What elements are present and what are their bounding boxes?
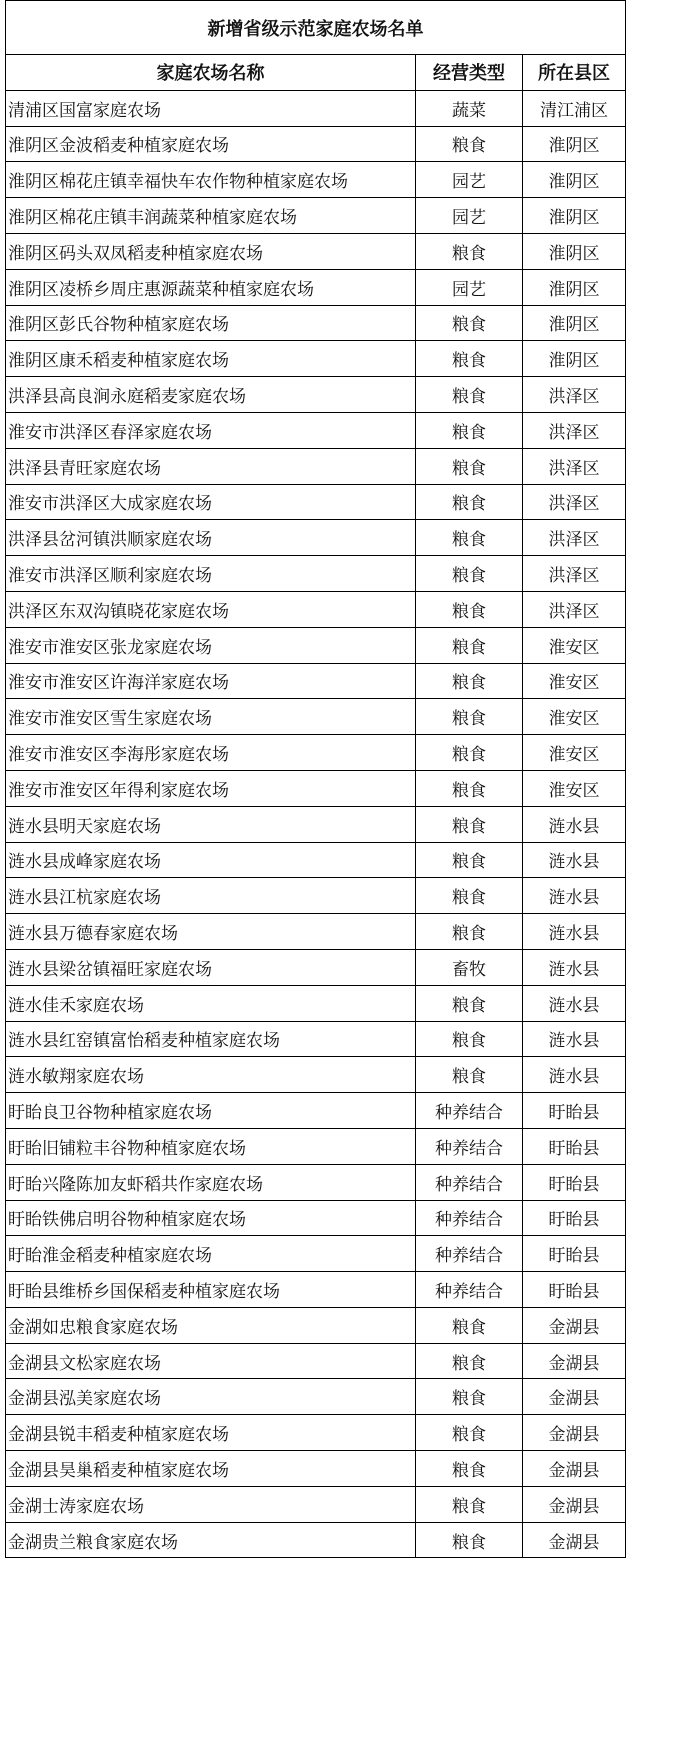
business-type-cell: 粮食 bbox=[416, 1486, 523, 1522]
business-type-cell: 粮食 bbox=[416, 699, 523, 735]
farm-name-cell: 洪泽区东双沟镇晓花家庭农场 bbox=[6, 591, 416, 627]
county-cell: 金湖县 bbox=[523, 1451, 626, 1487]
table-row bbox=[6, 1057, 626, 1093]
farm-name-cell: 洪泽县岔河镇洪顺家庭农场 bbox=[6, 520, 416, 556]
farm-name-cell: 涟水县万德春家庭农场 bbox=[6, 914, 416, 950]
table-header-row bbox=[6, 55, 626, 91]
farm-name-cell: 盱眙旧铺粒丰谷物种植家庭农场 bbox=[6, 1128, 416, 1164]
business-type-cell: 粮食 bbox=[416, 377, 523, 413]
table-row bbox=[6, 233, 626, 269]
farm-name-cell: 金湖县昊巢稻麦种植家庭农场 bbox=[6, 1451, 416, 1487]
farm-name-cell: 清浦区国富家庭农场 bbox=[6, 90, 416, 126]
business-type-cell: 粮食 bbox=[416, 1451, 523, 1487]
business-type-cell: 粮食 bbox=[416, 627, 523, 663]
farm-name-cell: 涟水县成峰家庭农场 bbox=[6, 842, 416, 878]
farm-name-cell: 盱眙兴隆陈加友虾稻共作家庭农场 bbox=[6, 1164, 416, 1200]
county-cell: 淮阴区 bbox=[523, 341, 626, 377]
farm-name-cell: 盱眙良卫谷物种植家庭农场 bbox=[6, 1093, 416, 1129]
business-type-cell: 粮食 bbox=[416, 1057, 523, 1093]
table-row bbox=[6, 985, 626, 1021]
header-county: 所在县区 bbox=[523, 55, 626, 91]
county-cell: 盱眙县 bbox=[523, 1128, 626, 1164]
farm-name-cell: 淮安市洪泽区大成家庭农场 bbox=[6, 484, 416, 520]
county-cell: 洪泽区 bbox=[523, 520, 626, 556]
farm-name-cell: 淮安市淮安区张龙家庭农场 bbox=[6, 627, 416, 663]
table-row bbox=[6, 949, 626, 985]
county-cell: 金湖县 bbox=[523, 1379, 626, 1415]
table-row bbox=[6, 1379, 626, 1415]
farm-name-cell: 淮阴区凌桥乡周庄惠源蔬菜种植家庭农场 bbox=[6, 269, 416, 305]
farm-name-cell: 金湖县文松家庭农场 bbox=[6, 1343, 416, 1379]
table-row bbox=[6, 556, 626, 592]
table-row bbox=[6, 1415, 626, 1451]
county-cell: 涟水县 bbox=[523, 914, 626, 950]
table-row bbox=[6, 305, 626, 341]
table-row bbox=[6, 520, 626, 556]
business-type-cell: 粮食 bbox=[416, 878, 523, 914]
farm-name-cell: 涟水县江杭家庭农场 bbox=[6, 878, 416, 914]
county-cell: 涟水县 bbox=[523, 1021, 626, 1057]
county-cell: 涟水县 bbox=[523, 806, 626, 842]
table-row bbox=[6, 90, 626, 126]
business-type-cell: 粮食 bbox=[416, 1307, 523, 1343]
farm-name-cell: 盱眙淮金稻麦种植家庭农场 bbox=[6, 1236, 416, 1272]
county-cell: 淮阴区 bbox=[523, 198, 626, 234]
table-row bbox=[6, 412, 626, 448]
farm-name-cell: 淮安市洪泽区春泽家庭农场 bbox=[6, 412, 416, 448]
county-cell: 盱眙县 bbox=[523, 1200, 626, 1236]
county-cell: 盱眙县 bbox=[523, 1272, 626, 1308]
farm-name-cell: 淮安市洪泽区顺利家庭农场 bbox=[6, 556, 416, 592]
table-row bbox=[6, 735, 626, 771]
county-cell: 金湖县 bbox=[523, 1486, 626, 1522]
farm-name-cell: 淮阴区棉花庄镇丰润蔬菜种植家庭农场 bbox=[6, 198, 416, 234]
county-cell: 金湖县 bbox=[523, 1415, 626, 1451]
farm-name-cell: 金湖贵兰粮食家庭农场 bbox=[6, 1522, 416, 1558]
county-cell: 盱眙县 bbox=[523, 1093, 626, 1129]
table-row bbox=[6, 1021, 626, 1057]
business-type-cell: 粮食 bbox=[416, 556, 523, 592]
business-type-cell: 粮食 bbox=[416, 1415, 523, 1451]
business-type-cell: 种养结合 bbox=[416, 1236, 523, 1272]
business-type-cell: 蔬菜 bbox=[416, 90, 523, 126]
business-type-cell: 园艺 bbox=[416, 162, 523, 198]
business-type-cell: 粮食 bbox=[416, 484, 523, 520]
business-type-cell: 粮食 bbox=[416, 985, 523, 1021]
county-cell: 淮阴区 bbox=[523, 305, 626, 341]
table-row bbox=[6, 341, 626, 377]
table-row bbox=[6, 269, 626, 305]
table-row bbox=[6, 591, 626, 627]
county-cell: 洪泽区 bbox=[523, 377, 626, 413]
business-type-cell: 种养结合 bbox=[416, 1093, 523, 1129]
business-type-cell: 畜牧 bbox=[416, 949, 523, 985]
business-type-cell: 粮食 bbox=[416, 341, 523, 377]
county-cell: 涟水县 bbox=[523, 878, 626, 914]
farm-name-cell: 淮安市淮安区许海洋家庭农场 bbox=[6, 663, 416, 699]
business-type-cell: 种养结合 bbox=[416, 1164, 523, 1200]
farm-name-cell: 洪泽县高良涧永庭稻麦家庭农场 bbox=[6, 377, 416, 413]
table-row bbox=[6, 198, 626, 234]
county-cell: 淮安区 bbox=[523, 735, 626, 771]
business-type-cell: 粮食 bbox=[416, 233, 523, 269]
table-row bbox=[6, 377, 626, 413]
business-type-cell: 粮食 bbox=[416, 448, 523, 484]
farm-name-cell: 金湖县泓美家庭农场 bbox=[6, 1379, 416, 1415]
county-cell: 涟水县 bbox=[523, 985, 626, 1021]
farm-name-cell: 淮阴区码头双凤稻麦种植家庭农场 bbox=[6, 233, 416, 269]
table-row bbox=[6, 1522, 626, 1558]
business-type-cell: 种养结合 bbox=[416, 1128, 523, 1164]
business-type-cell: 粮食 bbox=[416, 1522, 523, 1558]
document-table-wrapper bbox=[5, 0, 625, 1558]
business-type-cell: 粮食 bbox=[416, 1021, 523, 1057]
farm-name-cell: 涟水县红窑镇富怡稻麦种植家庭农场 bbox=[6, 1021, 416, 1057]
business-type-cell: 粮食 bbox=[416, 914, 523, 950]
table-row bbox=[6, 806, 626, 842]
table-row bbox=[6, 126, 626, 162]
table-row bbox=[6, 162, 626, 198]
header-farm-name: 家庭农场名称 bbox=[6, 55, 416, 91]
table-row bbox=[6, 627, 626, 663]
business-type-cell: 种养结合 bbox=[416, 1272, 523, 1308]
county-cell: 淮安区 bbox=[523, 663, 626, 699]
county-cell: 淮安区 bbox=[523, 770, 626, 806]
county-cell: 涟水县 bbox=[523, 842, 626, 878]
farm-name-cell: 金湖如忠粮食家庭农场 bbox=[6, 1307, 416, 1343]
business-type-cell: 粮食 bbox=[416, 770, 523, 806]
table-row bbox=[6, 484, 626, 520]
business-type-cell: 粮食 bbox=[416, 305, 523, 341]
county-cell: 清江浦区 bbox=[523, 90, 626, 126]
business-type-cell: 园艺 bbox=[416, 269, 523, 305]
business-type-cell: 粮食 bbox=[416, 806, 523, 842]
table-row bbox=[6, 1486, 626, 1522]
business-type-cell: 园艺 bbox=[416, 198, 523, 234]
farm-name-cell: 淮阴区康禾稻麦种植家庭农场 bbox=[6, 341, 416, 377]
farm-name-cell: 淮安市淮安区年得利家庭农场 bbox=[6, 770, 416, 806]
county-cell: 洪泽区 bbox=[523, 484, 626, 520]
county-cell: 涟水县 bbox=[523, 949, 626, 985]
business-type-cell: 种养结合 bbox=[416, 1200, 523, 1236]
business-type-cell: 粮食 bbox=[416, 735, 523, 771]
table-row bbox=[6, 878, 626, 914]
farm-name-cell: 金湖县锐丰稻麦种植家庭农场 bbox=[6, 1415, 416, 1451]
county-cell: 洪泽区 bbox=[523, 448, 626, 484]
farm-name-cell: 淮阴区彭氏谷物种植家庭农场 bbox=[6, 305, 416, 341]
farm-name-cell: 盱眙县维桥乡国保稻麦种植家庭农场 bbox=[6, 1272, 416, 1308]
table-title: 新增省级示范家庭农场名单 bbox=[6, 1, 626, 55]
business-type-cell: 粮食 bbox=[416, 1343, 523, 1379]
table-row bbox=[6, 842, 626, 878]
business-type-cell: 粮食 bbox=[416, 842, 523, 878]
county-cell: 淮安区 bbox=[523, 627, 626, 663]
county-cell: 淮阴区 bbox=[523, 233, 626, 269]
county-cell: 洪泽区 bbox=[523, 556, 626, 592]
farm-name-cell: 涟水县明天家庭农场 bbox=[6, 806, 416, 842]
table-row bbox=[6, 699, 626, 735]
county-cell: 涟水县 bbox=[523, 1057, 626, 1093]
table-row bbox=[6, 1093, 626, 1129]
county-cell: 金湖县 bbox=[523, 1307, 626, 1343]
county-cell: 金湖县 bbox=[523, 1343, 626, 1379]
county-cell: 淮阴区 bbox=[523, 162, 626, 198]
table-row bbox=[6, 1272, 626, 1308]
farm-name-cell: 涟水敏翔家庭农场 bbox=[6, 1057, 416, 1093]
business-type-cell: 粮食 bbox=[416, 1379, 523, 1415]
table-row bbox=[6, 1200, 626, 1236]
table-row bbox=[6, 1128, 626, 1164]
county-cell: 洪泽区 bbox=[523, 412, 626, 448]
county-cell: 淮阴区 bbox=[523, 126, 626, 162]
table-row bbox=[6, 770, 626, 806]
farm-name-cell: 盱眙铁佛启明谷物种植家庭农场 bbox=[6, 1200, 416, 1236]
table-row bbox=[6, 663, 626, 699]
farm-name-cell: 淮阴区棉花庄镇幸福快车农作物种植家庭农场 bbox=[6, 162, 416, 198]
farm-name-cell: 洪泽县青旺家庭农场 bbox=[6, 448, 416, 484]
county-cell: 金湖县 bbox=[523, 1522, 626, 1558]
farm-list-table bbox=[5, 0, 626, 1558]
farm-name-cell: 涟水佳禾家庭农场 bbox=[6, 985, 416, 1021]
table-title-row bbox=[6, 1, 626, 55]
county-cell: 淮阴区 bbox=[523, 269, 626, 305]
table-row bbox=[6, 1343, 626, 1379]
business-type-cell: 粮食 bbox=[416, 520, 523, 556]
farm-name-cell: 金湖士涛家庭农场 bbox=[6, 1486, 416, 1522]
county-cell: 淮安区 bbox=[523, 699, 626, 735]
county-cell: 盱眙县 bbox=[523, 1164, 626, 1200]
business-type-cell: 粮食 bbox=[416, 591, 523, 627]
farm-name-cell: 淮阴区金波稻麦种植家庭农场 bbox=[6, 126, 416, 162]
header-business-type: 经营类型 bbox=[416, 55, 523, 91]
farm-name-cell: 淮安市淮安区李海彤家庭农场 bbox=[6, 735, 416, 771]
table-row bbox=[6, 1307, 626, 1343]
table-row bbox=[6, 914, 626, 950]
table-row bbox=[6, 1236, 626, 1272]
business-type-cell: 粮食 bbox=[416, 663, 523, 699]
table-row bbox=[6, 1164, 626, 1200]
farm-name-cell: 淮安市淮安区雪生家庭农场 bbox=[6, 699, 416, 735]
county-cell: 盱眙县 bbox=[523, 1236, 626, 1272]
business-type-cell: 粮食 bbox=[416, 412, 523, 448]
farm-name-cell: 涟水县梁岔镇福旺家庭农场 bbox=[6, 949, 416, 985]
business-type-cell: 粮食 bbox=[416, 126, 523, 162]
table-row bbox=[6, 448, 626, 484]
county-cell: 洪泽区 bbox=[523, 591, 626, 627]
table-row bbox=[6, 1451, 626, 1487]
